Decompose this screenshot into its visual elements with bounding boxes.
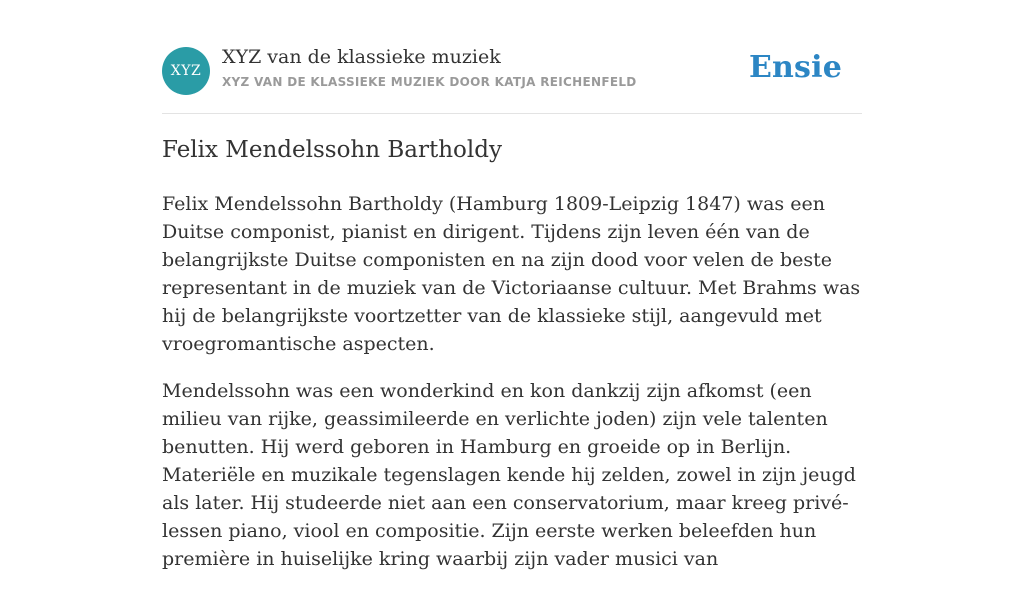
article-title: Felix Mendelssohn Bartholdy [162,137,502,163]
site-title-link[interactable]: XYZ van de klassieke muziek [222,46,501,68]
article-body [162,190,862,592]
article-paragraph-1: Felix Mendelssohn Bartholdy (Hamburg 1809-Leipzig 1847) was een Duitse componist, pianist en dirigent. Tijdens zijn leven één van de belangrijkste Duitse componisten en na zijn dood voor velen de beste representant in de muziek van de Victoriaanse cultuur. Met Brahms was hij de belangrijkste voortzetter van de klassieke stijl, aangevuld met vroegromantische aspecten. [162,193,861,355]
content-container [162,0,862,570]
site-subtitle-link[interactable]: XYZ VAN DE KLASSIEKE MUZIEK DOOR KATJA REICHENFELD [222,75,637,89]
article-paragraph-2: Mendelssohn was een wonderkind en kon dankzij zijn afkomst (een milieu van rijke, geassimileerde en verlichte joden) zijn vele talenten benutten. Hij werd geboren in Hamburg en groeide op in Berlijn. Materiële en muzikale tegenslagen kende hij zelden, zowel in zijn jeugd als later. Hij studeerde niet aan een conservatorium, maar kreeg privé-lessen piano, viool en compositie. Zijn eerste werken beleefden hun première in huiselijke kring waarbij zijn vader musici van [162,380,856,570]
author-avatar[interactable]: XYZ [162,47,210,95]
brand-logo[interactable]: Ensie [748,50,842,85]
site-header [162,0,862,114]
